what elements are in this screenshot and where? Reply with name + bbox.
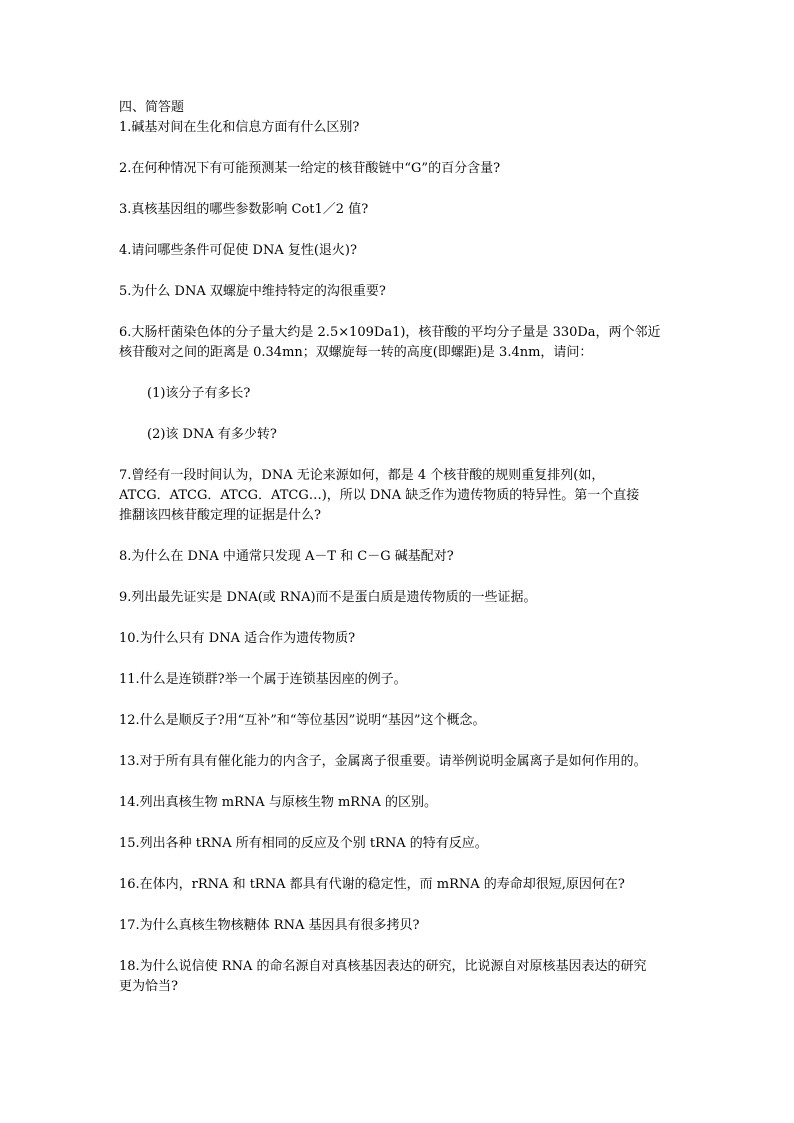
question-8 [119,547,679,567]
question-text: ATCG．ATCG．ATCG．ATCG…)，所以 DNA 缺乏作为遗传物质的特异性。第一个直接 [119,488,640,503]
question-12 [119,711,679,731]
question-9 [119,588,679,608]
question-text: 8.为什么在 DNA 中通常只发现 A－T 和 C－G 碱基配对? [119,549,454,564]
question-text: 17.为什么真核生物核糖体 RNA 基因具有很多拷贝? [119,918,420,933]
question-7 [119,466,679,526]
question-text: 16.在体内，rRNA 和 tRNA 都具有代谢的稳定性，而 mRNA 的寿命却很短,原因何在? [119,877,625,892]
question-5 [119,282,679,302]
question-text: 13.对于所有具有催化能力的内含子，金属离子很重要。请举例说明金属离子是如何作用的。 [119,754,647,769]
question-2 [119,159,679,179]
question-1 [119,118,679,138]
question-text: 9.列出最先证实是 DNA(或 RNA)而不是蛋白质是遗传物质的一些证据。 [119,590,537,605]
question-text: 7.曾经有一段时间认为，DNA 无论来源如何，都是 4 个核苷酸的规则重复排列(如， [119,468,605,483]
question-6 [119,323,679,363]
question-text: 11.什么是连锁群?举一个属于连锁基因座的例子。 [119,672,407,687]
section-title: 四、简答题 [119,100,185,115]
question-18 [119,957,679,997]
question-3 [119,200,679,220]
question-text: 6.大肠杆菌染色体的分子量大约是 2.5×109Da1)，核苷酸的平均分子量是 330Da，两个邻近 [119,325,661,340]
question-16 [119,875,679,895]
question-text: 14.列出真核生物 mRNA 与原核生物 mRNA 的区别。 [119,795,437,810]
question-11 [119,670,679,690]
question-text: 5.为什么 DNA 双螺旋中维持特定的沟很重要? [119,284,386,299]
question-text: 18.为什么说信使 RNA 的命名源自对真核基因表达的研究，比说源自对原核基因表达的研究 [119,959,647,974]
question-text: 12.什么是顺反子?用“互补”和“等位基因”说明“基因”这个概念。 [119,713,486,728]
question-10 [119,629,679,649]
question-text: 2.在何种情况下有可能预测某一给定的核苷酸链中“G”的百分含量? [119,161,501,176]
question-text: 10.为什么只有 DNA 适合作为遗传物质? [119,631,356,646]
question-text: 核苷酸对之间的距离是 0.34mn；双螺旋每一转的高度(即螺距)是 3.4nm，请问： [119,345,593,360]
question-text: (2)该 DNA 有多少转? [147,427,277,442]
question-6-part-2 [119,425,679,445]
question-4 [119,241,679,261]
question-text: 15.列出各种 tRNA 所有相同的反应及个别 tRNA 的特有反应。 [119,836,488,851]
question-text: 1.碱基对间在生化和信息方面有什么区别? [119,120,360,135]
question-text: 4.请问哪些条件可促使 DNA 复性(退火)? [119,243,357,258]
question-text: 3.真核基因组的哪些参数影响 Cot1／2 值? [119,202,369,217]
question-text: 推翻该四核苷酸定理的证据是什么? [119,508,321,523]
question-15 [119,834,679,854]
question-text: (1)该分子有多长? [147,386,251,401]
question-14 [119,793,679,813]
question-6-part-1 [119,384,679,404]
question-text: 更为恰当? [119,979,178,994]
question-17 [119,916,679,936]
question-13 [119,752,679,772]
document-content [119,98,679,997]
